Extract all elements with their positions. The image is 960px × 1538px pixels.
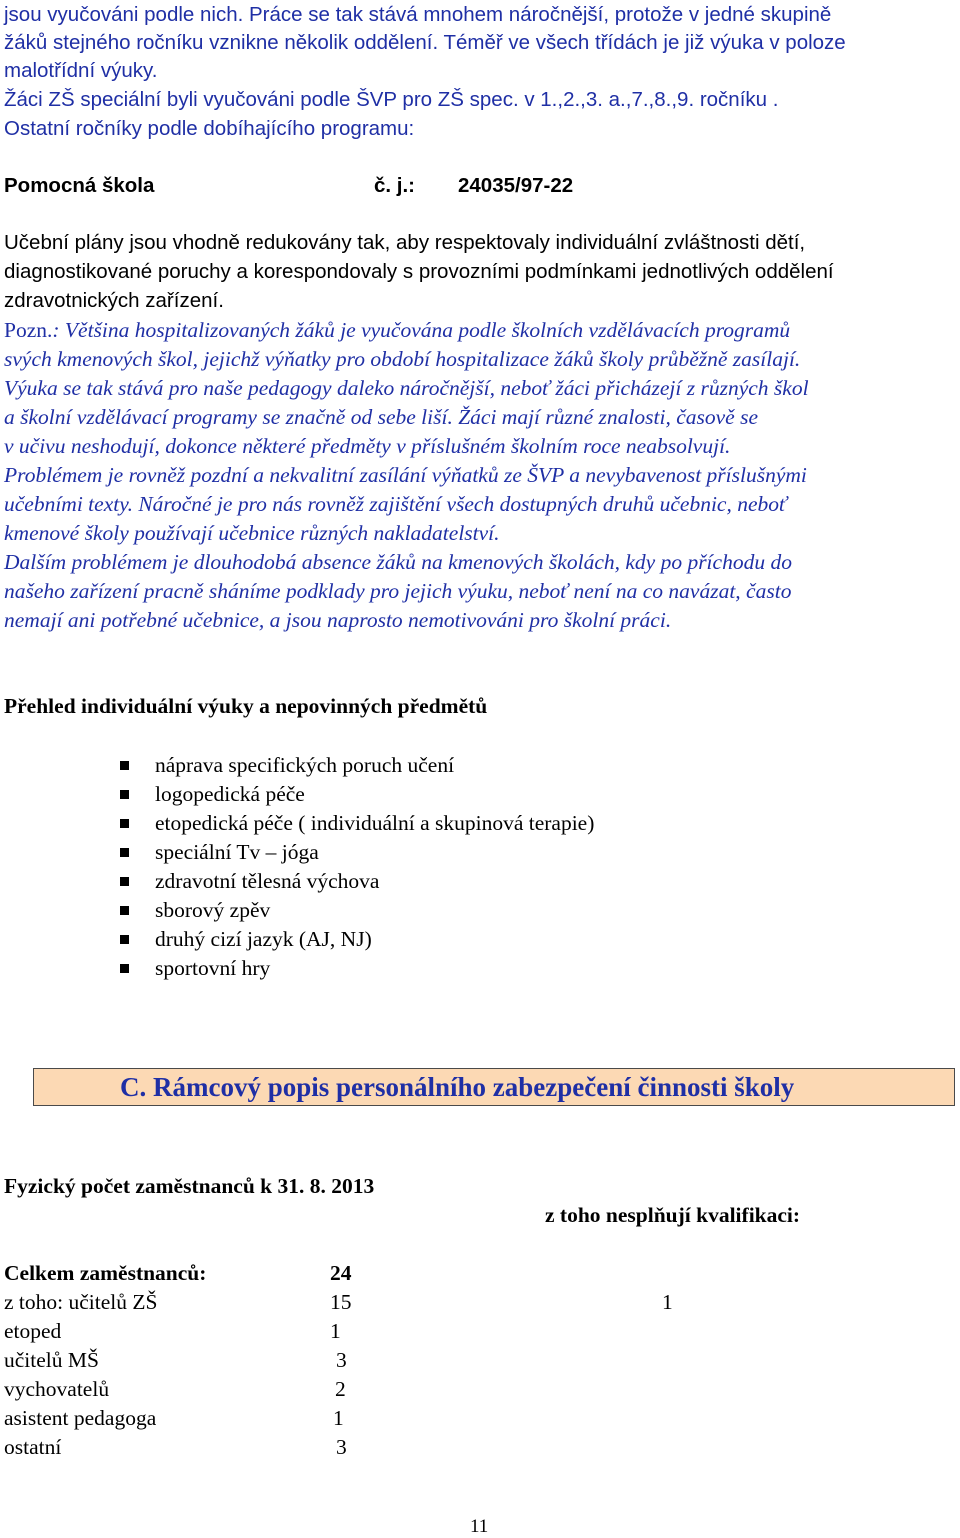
square-bullet-icon (120, 964, 129, 973)
staff-row-label: vychovatelů (4, 1377, 110, 1401)
staff-row-count: 3 (336, 1348, 347, 1372)
overview-heading: Přehled individuální výuky a nepovinných předmětů (4, 694, 488, 718)
list-item (120, 896, 820, 925)
staff-heading: Fyzický počet zaměstnanců k 31. 8. 2013 (4, 1174, 375, 1198)
plans-line-1: Učební plány jsou vhodně redukovány tak, aby respektovaly individuální zvláštnosti dětí, (4, 231, 806, 254)
staff-row-count: 1 (330, 1319, 341, 1343)
list-item-label: sportovní hry (155, 956, 271, 980)
staff-row-label: ostatní (4, 1435, 62, 1459)
overview-list (120, 751, 820, 983)
staff-row-label: etoped (4, 1319, 62, 1343)
note-line-8: kmenové školy používají učebnice různých nakladatelství. (4, 521, 500, 545)
note-line-1-text: : Většina hospitalizovaných žáků je vyučována podle školních vzdělávacích programů (52, 318, 791, 342)
staff-row-count: 1 (333, 1406, 344, 1430)
intro-line-1: jsou vyučováni podle nich. Práce se tak stává mnohem náročnější, protože v jedné skupině (4, 3, 832, 26)
list-item-label: druhý cizí jazyk (AJ, NJ) (155, 927, 372, 951)
note-line-9: Dalším problémem je dlouhodobá absence žáků na kmenových školách, kdy po příchodu do (4, 550, 792, 574)
page-number: 11 (470, 1516, 489, 1537)
staff-row-label: asistent pedagoga (4, 1406, 157, 1430)
list-item-label: sborový zpěv (155, 898, 271, 922)
plans-line-3: zdravotnických zařízení. (4, 289, 224, 312)
list-item-label: náprava specifických poruch učení (155, 753, 455, 777)
note-line-2: svých kmenových škol, jejichž výňatky pro období hospitalizace žáků školy průběžně zasílají. (4, 347, 801, 371)
square-bullet-icon (120, 790, 129, 799)
unqualified-heading: z toho nesplňují kvalifikaci: (545, 1203, 801, 1227)
list-item (120, 954, 820, 983)
note-line-6: Problémem je rovněž pozdní a nekvalitní zasílání výňatků ze ŠVP a nevybavenost příslušnými (4, 463, 807, 487)
intro-line-3: malotřídní výuky. (4, 59, 158, 82)
square-bullet-icon (120, 877, 129, 886)
intro-line-5: Ostatní ročníky podle dobíhajícího programu: (4, 117, 415, 140)
list-item (120, 838, 820, 867)
list-item (120, 780, 820, 809)
staff-row-unqualified: 1 (662, 1290, 673, 1314)
staff-row-count: 15 (330, 1290, 352, 1314)
square-bullet-icon (120, 906, 129, 915)
square-bullet-icon (120, 819, 129, 828)
square-bullet-icon (120, 935, 129, 944)
note-label: Pozn. (4, 318, 53, 342)
note-line-11: nemají ani potřebné učebnice, a jsou naprosto nemotivováni pro školní práci. (4, 608, 672, 632)
list-item (120, 925, 820, 954)
staff-row-label: z toho: učitelů ZŠ (4, 1290, 158, 1314)
staff-row-label: učitelů MŠ (4, 1348, 99, 1372)
note-line-1 (4, 318, 790, 343)
note-line-3: Výuka se tak stává pro naše pedagogy daleko náročnější, neboť žáci přicházejí z různých škol (4, 376, 809, 400)
program-name: Pomocná škola (4, 174, 155, 197)
list-item-label: speciální Tv – jóga (155, 840, 319, 864)
list-item-label: zdravotní tělesná výchova (155, 869, 380, 893)
note-line-7: učebními texty. Náročné je pro nás rovněž zajištění všech dostupných druhů učebnic, neboť (4, 492, 787, 516)
staff-row-count: 3 (336, 1435, 347, 1459)
list-item-label: etopedická péče ( individuální a skupinová terapie) (155, 811, 595, 835)
intro-line-4: Žáci ZŠ speciální byli vyučováni podle ŠVP pro ZŠ spec. v 1.,2.,3. a.,7.,8.,9. ročníku . (4, 88, 779, 111)
total-employees-value: 24 (330, 1261, 352, 1285)
note-line-10: našeho zařízení pracně sháníme podklady pro jejich výuku, neboť není na co navázat, často (4, 579, 792, 603)
list-item (120, 809, 820, 838)
note-line-4: a školní vzdělávací programy se značně od sebe liší. Žáci mají různé znalosti, časově se (4, 405, 758, 429)
list-item-label: logopedická péče (155, 782, 305, 806)
list-item (120, 867, 820, 896)
program-ref-label: č. j.: (374, 174, 416, 197)
square-bullet-icon (120, 848, 129, 857)
intro-line-2: žáků stejného ročníku vznikne několik oddělení. Téměř ve všech třídách je již výuka v poloze (4, 31, 846, 54)
total-employees-label: Celkem zaměstnanců: (4, 1261, 207, 1285)
section-title: C. Rámcový popis personálního zabezpečení činnosti školy (120, 1072, 795, 1102)
plans-line-2: diagnostikované poruchy a korespondovaly s provozními podmínkami jednotlivých oddělení (4, 260, 834, 283)
staff-row-count: 2 (335, 1377, 346, 1401)
program-ref-number: 24035/97-22 (458, 174, 574, 197)
note-line-5: v učivu neshodují, dokonce některé předměty v příslušném školním roce neabsolvují. (4, 434, 731, 458)
square-bullet-icon (120, 761, 129, 770)
list-item (120, 751, 820, 780)
